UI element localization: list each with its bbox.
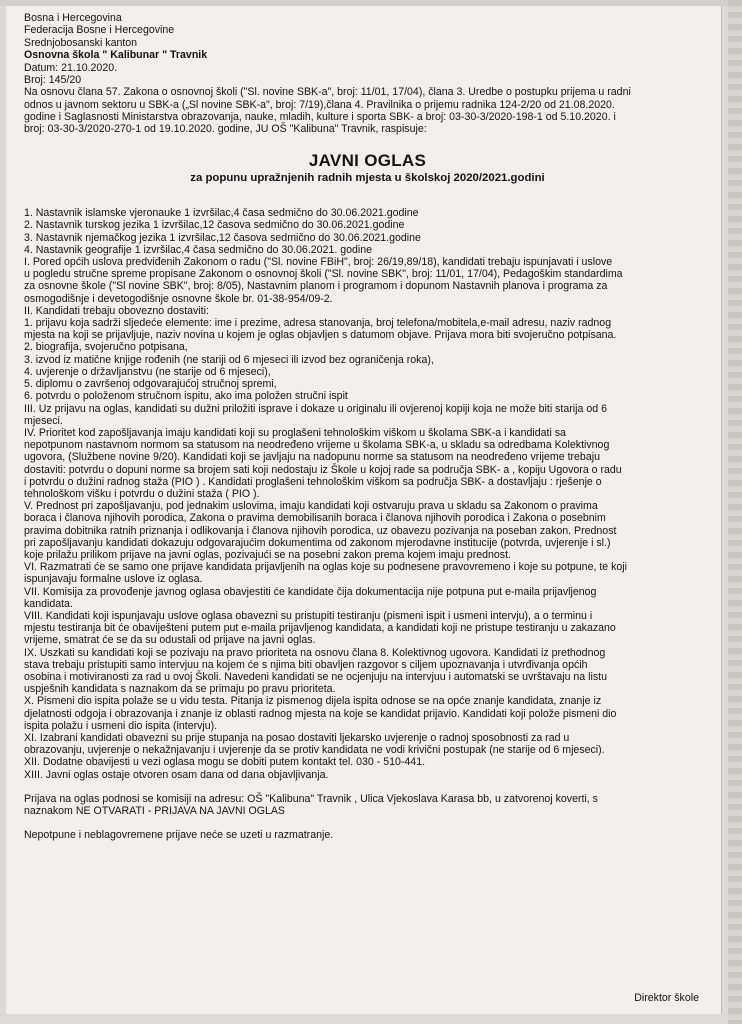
intro-line: broj: 03-30-3/2020-270-1 od 19.10.2020. godine, JU OŠ "Kalibuna" Travnik, raspisuje: [24,123,427,136]
signature-director: Direktor škole [634,991,699,1004]
position-item: 2. Nastavnik turskog jezika 1 izvršilac,12 časova sedmično do 30.06.2021.godine [24,219,405,232]
positions-list [24,207,711,256]
intro-line: Na osnovu člana 57. Zakona o osnovnoj školi ("Sl. novine SBK-a", broj: 11/01, 17/04), člana 3. Uredbe o postupku prijema u radni [24,86,631,99]
body-line: XI. Izabrani kandidati obavezni su prije stupanja na posao dostaviti ljekarsko uvjerenje o radnoj sposobnosti za rad u [24,731,570,744]
position-item: 4. Nastavnik geografije 1 izvršilac,4 časa sedmično do 30.06.2021. godine [24,243,373,256]
document-header [24,12,711,86]
adjacent-column-bleed [728,0,742,1024]
body-line: u pogledu stručne spreme propisane Zakonom o osnovnoj školi ("Sl. novine SBK", broj: 11/01, 17/04), Pedagoškim standardima [24,268,623,281]
body-line: pravima dobitnika ratnih priznanja i odlikovanja i članova njihovih porodica, uz obavezu pozivanja na poseban zakon. Prednost [24,524,617,537]
body-line: tehnološkom višku i potvrdu o dužini staža ( PIO ). [24,487,260,500]
submission-info [24,793,711,817]
submission-line: Prijava na oglas podnosi se komisiji na adresu: OŠ "Kalibuna" Travnik , Ulica Vjekoslava Karasa bb, u zatvorenoj koverti, s [24,792,598,805]
notice-title: JAVNI OGLAS [308,151,427,171]
header-line-federation: Federacija Bosne i Hercegovine [24,24,175,37]
intro-line: godine i Saglasnosti Ministarstva obrazovanja, nauke, mladih, kulture i sporta SBK- a broj: 03-30-3/2020-198-1 od 5.10.2020. i [24,110,616,123]
body-line: nepotpunom nastavnom normom sa statusom na neodređeno vrijeme u školama SBK-a, u skladu sa odredbama Kolektivnog [24,439,610,452]
position-item: 3. Nastavnik njemačkog jezika 1 izvršilac,12 časova sedmično do 30.06.2021.godine [24,231,421,244]
body-line: 2. biografija, svojeručno potpisana, [24,341,188,354]
body-line: VIII. Kandidati koji ispunjavaju uslove oglasa obavezni su pristupiti testiranju (pismeni ispit i usmeni intervju), a o terminu i [24,609,593,622]
body-line: i potvrdu o dužini radnog staža (PIO ) . Kandidati proglašeni tehnološkim viškom sa područja SBK- a dostavljaju : rješenje o [24,475,602,488]
body-line: mjesta na koji se prijavljuje, naziv novina u kojem je oglas objavljen s datumom objave. Prijava mora biti svojeručno potpisana. [24,329,617,342]
body-line: XIII. Javni oglas ostaje otvoren osam dana od dana objavljivanja. [24,768,329,781]
header-line-country: Bosna i Hercegovina [24,12,122,24]
body-line: 5. diplomu o završenoj odgovarajućoj stručnoj spremi, [24,378,277,391]
document-number: Broj: 145/20 [24,74,82,87]
body-line: vrijeme, smatrat će se da su odustali od prijave na javni oglas. [24,634,316,647]
header-line-canton: Srednjobosanski kanton [24,36,138,49]
incomplete-applications-notice: Nepotpune i neblagovremene prijave neće se uzeti u razmatranje. [24,829,334,842]
position-item: 1. Nastavnik islamske vjeronauke 1 izvršilac,4 časa sedmično do 30.06.2021.godine [24,207,419,220]
intro-paragraph [24,86,711,135]
body-line: mjeseci. [24,414,63,427]
body-line: dostaviti: potvrdu o dopuni norme sa brojem sati koji nedostaju iz Škole u kojoj rade sa područja SBK- a , kopiju Ugovora o radu [24,463,622,476]
body-line: osmogodišnje i devetogodišnje osnovne škole br. 01-38-954/09-2. [24,292,333,305]
body-line: ispunjavaju formalne uslove iz oglasa. [24,573,203,586]
school-name: Osnovna škola " Kalibunar " Travnik [24,49,208,62]
body-line: IX. Uszkati su kandidati koji se pozivaju na pravo prioriteta na osnovu člana 8. Kolektivnog ugovora. Kandidati iz prethodnog [24,646,606,659]
body-line: VI. Razmatrati će se samo one prijave kandidata prijavljenih na oglas koje su podnesene pravovremeno i koje su potpune, te koji [24,561,628,574]
body-line: stava trebaju pristupiti samo intervjuu na kojem će s njima biti obavljen razgovor s ciljem upoznavanja i utvrđivanja općih [24,658,588,671]
notice-subtitle: za popunu upražnjenih radnih mjesta u školskoj 2020/2021.godini [190,172,545,185]
body-line: za osnovne škole ("Sl novine SBK", broj: 8/05), Nastavnim planom i programom i dopunom Nastavnih planova i programa za [24,280,608,293]
body-line: III. Uz prijavu na oglas, kandidati su dužni priložiti isprave i dokaze u originalu ili ovjerenoj kopiji koja ne može biti starija od 6 [24,402,607,415]
body-line: djelatnosti odgoja i obrazovanja i znanje iz oblasti radnog mjesta na koje se kandidat prijavio. Kandidati koji polože pismeni dio [24,707,617,720]
body-line: osobina i motiviranosti za rad u ovoj Školi. Navedeni kandidati se ne ocjenjuju na intervjuu i automatski se uvrštavaju na listu [24,670,607,683]
document-date: Datum: 21.10.2020. [24,61,118,74]
body-line: uspješnih kandidata s naznakom da se primaju po pravu prioriteta. [24,683,336,696]
body-line: IV. Prioritet kod zapošljavanja imaju kandidati koji su proglašeni tehnološkim viškom u školama SBK-a i kandidati sa [24,426,566,439]
body-line: pri zapošljavanju kandidati dokazuju odgovarajućim dokumentima od zakonom mjerodavne institucije (potvrda, uvjerenje i sl.) [24,536,611,549]
public-notice-document [6,6,722,1014]
body-line: X. Pismeni dio ispita polaže se u vidu testa. Pitanja iz pismenog dijela ispita odnose se na opće znanje kandidata, znanje iz [24,695,602,708]
body-line: 3. izvod iz matične knjige rođenih (ne stariji od 6 mjeseci ili izvod bez ograničenja roka), [24,353,434,366]
body-line: II. Kandidati trebaju obovezno dostaviti: [24,304,209,317]
body-line: VII. Komisija za provođenje javnog oglasa obavjestiti će kandidate čija dokumentacija nije potpuna put e-maila prijavljenog [24,585,597,598]
intro-line: odnos u javnom sektoru u SBK-a („Sl novine SBK-a", broj: 7/19),člana 4. Pravilnika o prijemu radnika 124-2/20 od 21.08.2020. [24,98,615,111]
body-line: 6. potvrdu o položenom stručnom ispitu, ako ima položen stručni ispit [24,390,348,403]
conditions-body [24,256,711,781]
body-line: koje prilažu prilikom prijave na javni oglas, pozivajući se na posebni zakon prema kojem imaju prednost. [24,548,511,561]
body-line: kandidata. [24,597,73,610]
submission-line: naznakom NE OTVARATI - PRIJAVA NA JAVNI OGLAS [24,805,285,817]
body-line: mjestu testiranja bit će obaviješteni putem put e-maila prijavljenog kandidata, a kandidati koji ne pristupe testiranju u zakazano [24,622,616,635]
body-line: ispita polažu i usmeni dio ispita (intervju). [24,719,218,732]
body-line: boraca i članova njihovih porodica, Zakona o pravima demobilisanih boraca i članova njihovih porodica i Zakona o posebnim [24,512,606,525]
body-line: 1. prijavu koja sadrži sljedeće elemente: ime i prezime, adresa stanovanja, broj telefona/mobitela,e-mail adresu, naziv radnog [24,317,612,330]
body-line: XII. Dodatne obavijesti u vezi oglasa mogu se dobiti putem kontakt tel. 030 - 510-441. [24,756,426,769]
body-line: V. Prednost pri zapošljavanju, pod jednakim uslovima, imaju kandidati koji ostvaruju prava u skladu sa Zakonom o pravima [24,500,598,513]
body-line: 4. uvjerenje o državljanstvu (ne starije od 6 mjeseci), [24,365,271,378]
body-line: ugovora, (Službene novine 9/20). Kandidati koji se javljaju na nadopunu norme sa statusom na neodređeno vrijeme trebaju [24,451,600,464]
body-line: I. Pored općih uslova predviđenih Zakonom o radu ("Sl. novine FBiH", broj: 26/19,89/18), kandidati trebaju ispunjavati i uslove [24,256,613,269]
body-line: obrazovanju, uvjerenje o nekažnjavanju i uvjerenje da se protiv kandidata ne vodi krivični postupak (ne starije od 6 mjeseci). [24,744,605,757]
